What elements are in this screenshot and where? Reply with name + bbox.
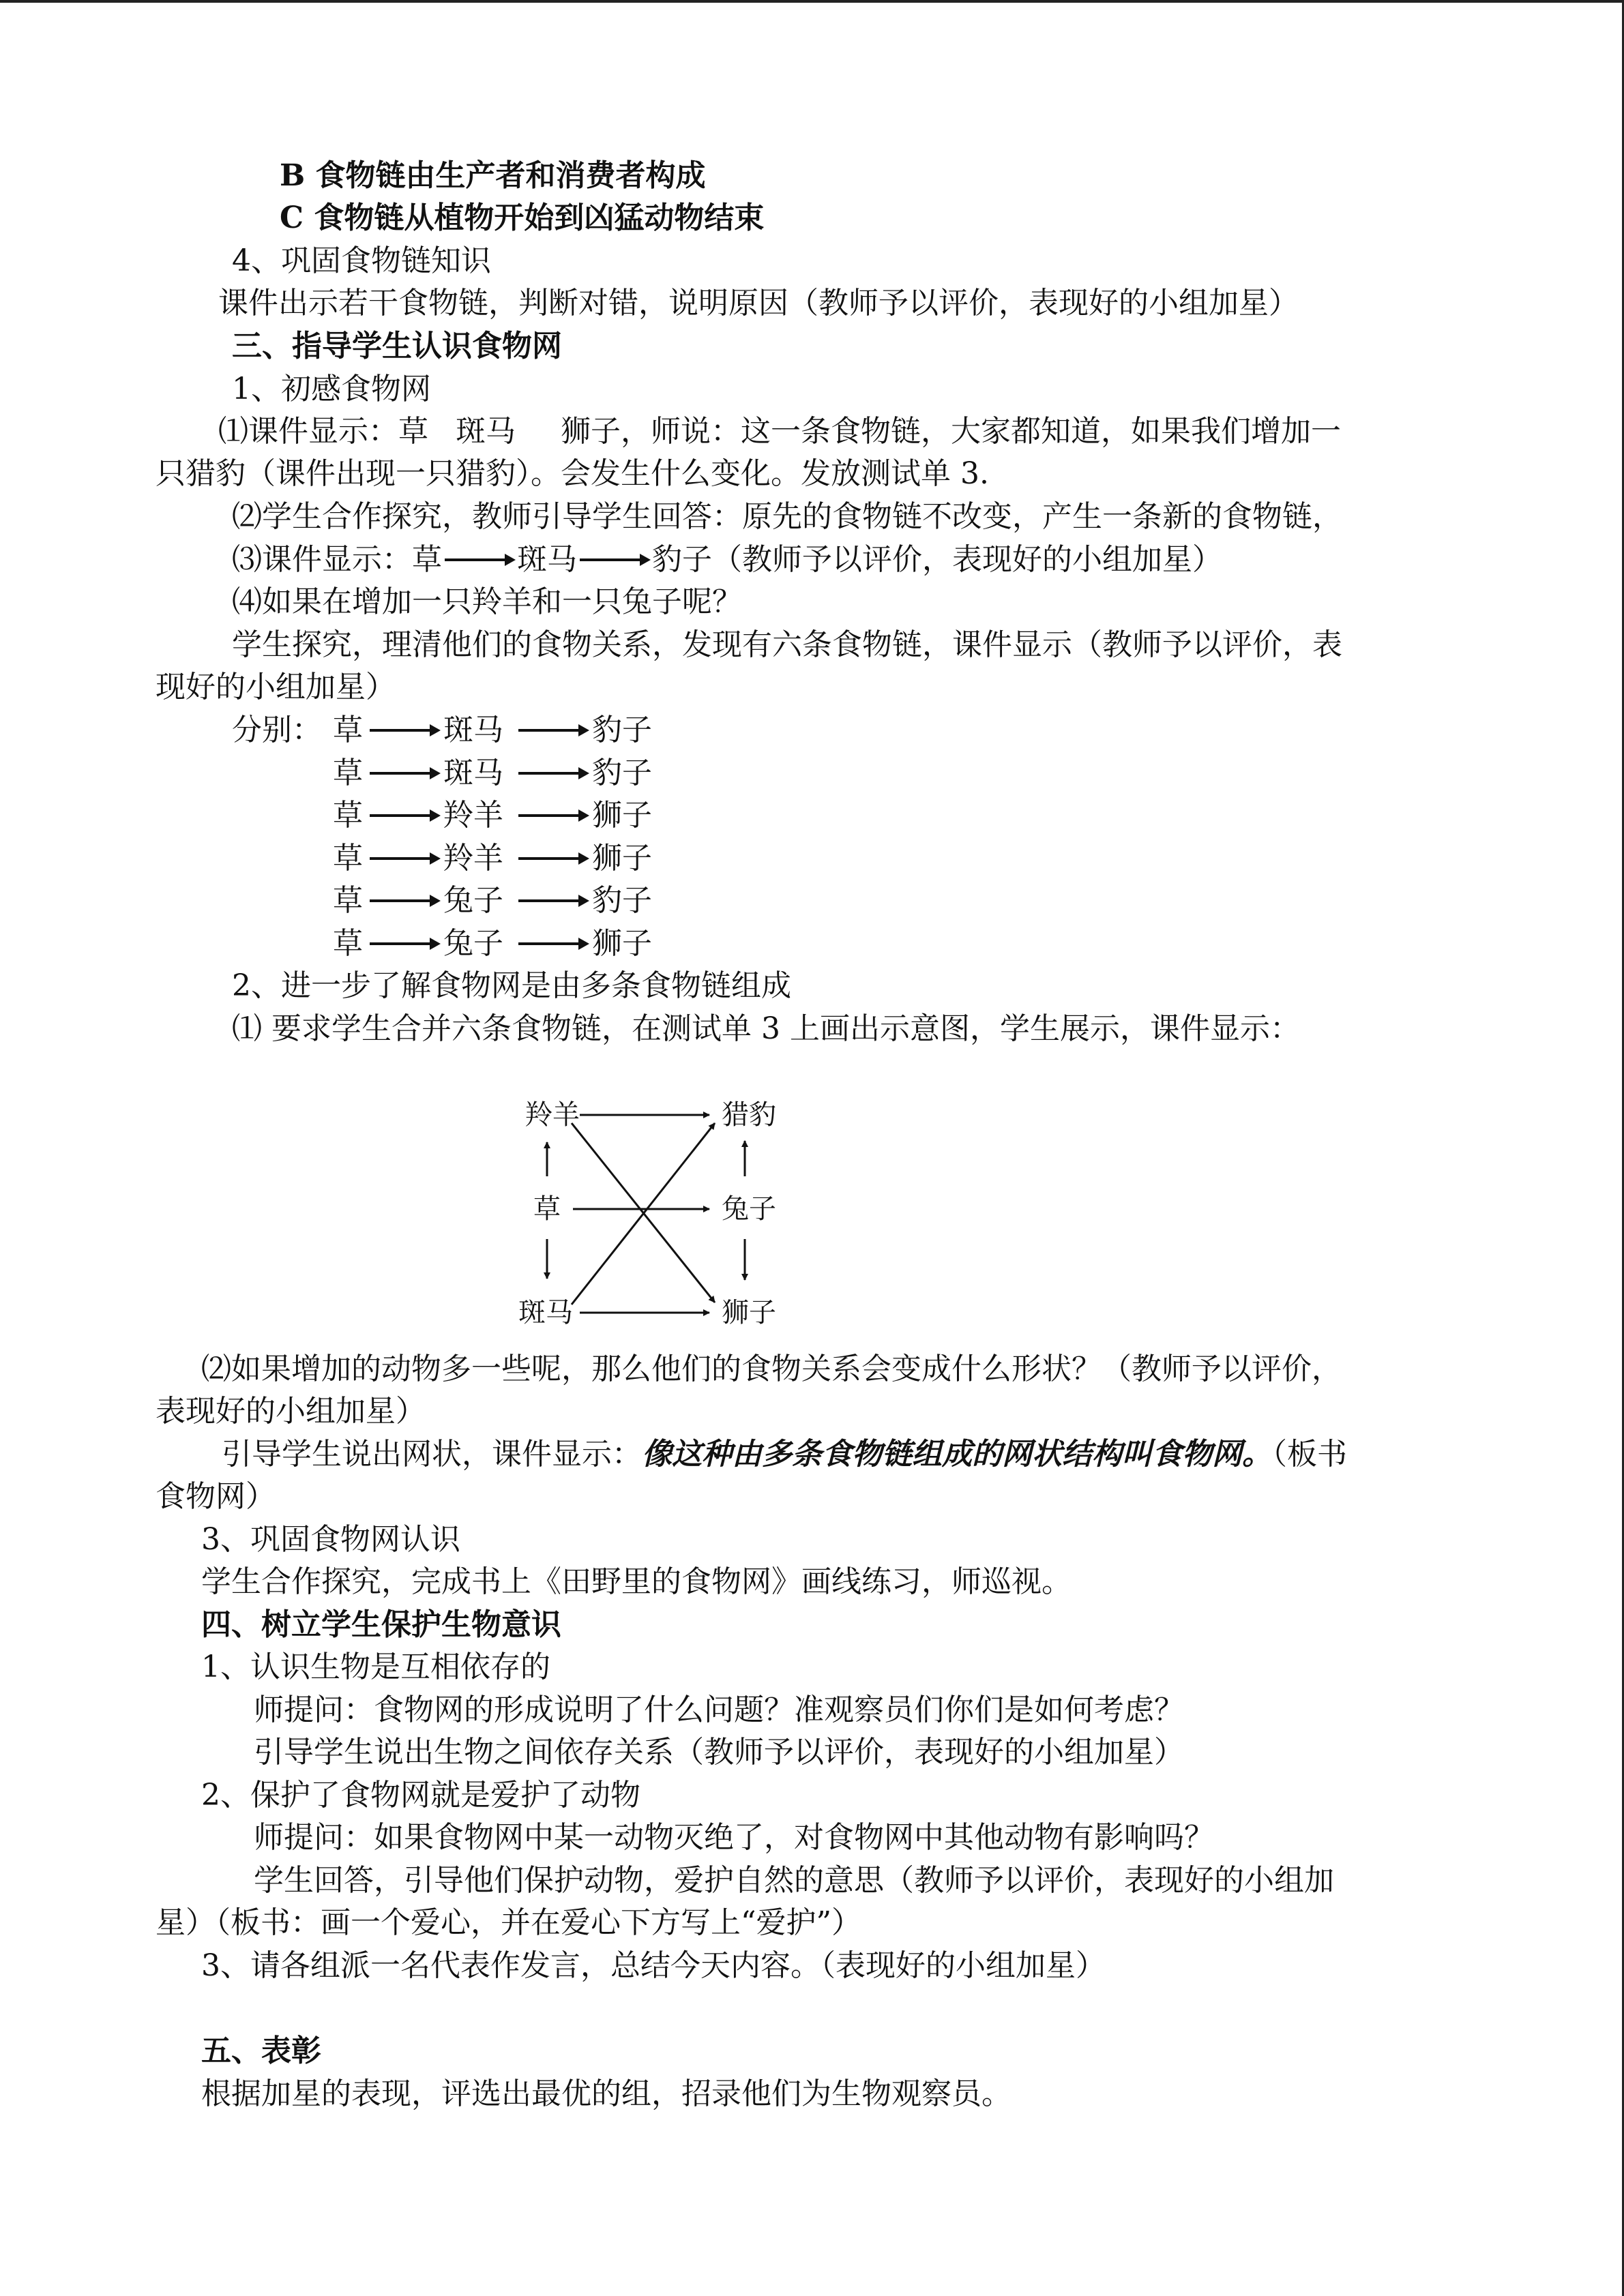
paragraph: 只猎豹（课件出现一只猎豹）。会发生什么变化。发放测试单 3. [156,456,989,491]
arrow-icon [517,839,592,878]
paragraph: 学生探究，理清他们的食物关系，发现有六条食物链，课件显示（教师予以评价，表 [232,627,1342,662]
paragraph-courseware-b [232,541,1222,579]
text-part: 引导学生说出网状，课件显示： [222,1437,642,1472]
text-part: （板书 [1272,1437,1347,1472]
arrow-icon [517,754,592,792]
paragraph: 现好的小组加星） [156,670,396,704]
paragraph: 引导学生说出生物之间依存关系（教师予以评价，表现好的小组加星） [254,1735,1184,1770]
paragraph: 学生合作探究，完成书上《田野里的食物网》画线练习，师巡视。 [201,1564,1072,1599]
chain-organism: 豹子 [592,713,652,747]
food-web-diagram [498,1081,825,1340]
node-antelope: 羚羊 [525,1099,580,1131]
chain-organism: 豹子 [592,755,652,790]
arrow-icon [517,711,592,749]
chain-organism: 羚羊 [443,798,503,833]
paragraph-courseware-a [218,413,1341,451]
arrow-icon [577,541,652,579]
chain-organism: 草 [333,925,363,961]
chain-organism: 狮子 [592,840,652,876]
food-chain-row [0,711,818,749]
chain-organism: 草 [333,755,363,790]
chain-organism: 草 [333,840,363,876]
chain-organism: 狮子 [592,925,652,961]
food-chain-row [0,882,818,920]
node-grass: 草 [533,1193,561,1225]
text-part: 斑马 [456,414,516,449]
paragraph: 根据加星的表现，评选出最优的组，招录他们为生物观察员。 [201,2076,1012,2111]
section-5-heading: 五、表彰 [201,2033,321,2068]
option-c: C 食物链从植物开始到凶猛动物结束 [280,200,765,235]
chain-organism: 斑马 [443,713,503,747]
food-web-definition: 像这种由多条食物链组成的网状结构叫食物网。 [642,1437,1272,1472]
chain-organism: 草 [333,798,363,833]
arrow-icon [368,796,443,835]
arrow-icon [368,711,443,749]
arrow-icon [442,541,517,579]
step-3-heading: 3、请各组派一名代表作发言，总结今天内容。（表现好的小组加星） [201,1948,1106,1983]
paragraph: 表现好的小组加星） [156,1394,426,1429]
arrow-icon [517,925,592,963]
step-1-heading: 1、初感食物网 [232,372,431,406]
step-2-heading: 2、进一步了解食物网是由多条食物链组成 [232,968,791,1003]
node-zebra: 斑马 [518,1297,573,1328]
paragraph: 师提问：食物网的形成说明了什么问题？准观察员们你们是如何考虑？ [254,1693,1184,1727]
food-chain-row [0,925,818,963]
paragraph: ⑷如果在增加一只羚羊和一只兔子呢？ [232,584,742,619]
step-1-heading: 1、认识生物是互相依存的 [201,1650,550,1684]
food-chain-row [0,796,818,835]
section-4-heading: 四、树立学生保护生物意识 [201,1607,561,1642]
text-part: 斑马 [517,542,577,577]
chain-organism: 兔子 [443,883,503,918]
chain-organism: 兔子 [443,925,503,961]
text-part: ⑶课件显示：草 [232,542,442,577]
step-3-heading: 3、巩固食物网认识 [201,1522,460,1557]
paragraph: 课件出示若干食物链，判断对错，说明原因（教师予以评价，表现好的小组加星） [218,286,1299,320]
chains-label: 分别： [232,713,322,747]
chain-organism: 羚羊 [443,840,503,876]
paragraph: ⑵如果增加的动物多一些呢，那么他们的食物关系会变成什么形状？（教师予以评价， [201,1352,1342,1386]
arrow-icon [517,882,592,920]
section-3-heading: 三、指导学生认识食物网 [232,329,562,363]
paragraph: 师提问：如果食物网中某一动物灭绝了，对食物网中其他动物有影响吗？ [254,1820,1214,1855]
food-chain-row [0,839,818,878]
food-chain-row [0,754,818,792]
chain-organism: 狮子 [592,798,652,833]
arrow-icon [368,754,443,792]
option-b: B 食物链由生产者和消费者构成 [280,158,706,193]
node-cheetah: 猎豹 [722,1099,776,1131]
text-part: 豹子（教师予以评价，表现好的小组加星） [652,542,1222,577]
top-border [0,0,1624,3]
text-part: ⑴课件显示：草 [218,414,428,449]
node-lion: 狮子 [722,1297,776,1328]
paragraph: 学生回答，引导他们保护动物，爱护自然的意思（教师予以评价，表现好的小组加 [254,1863,1334,1898]
paragraph: ⑵学生合作探究，教师引导学生回答：原先的食物链不改变，产生一条新的食物链， [232,499,1342,534]
arrow-icon [368,882,443,920]
paragraph: ⑴ 要求学生合并六条食物链，在测试单 3 上画出示意图，学生展示，课件显示： [232,1011,1300,1046]
text-part: 狮子，师说：这一条食物链，大家都知道，如果我们增加一 [561,414,1341,449]
chain-organism: 豹子 [592,883,652,918]
chain-organism: 草 [333,883,363,918]
step-2-heading: 2、保护了食物网就是爱护了动物 [201,1778,640,1813]
paragraph: 食物网） [156,1479,276,1514]
node-rabbit: 兔子 [722,1193,776,1225]
chain-organism: 斑马 [443,755,503,790]
arrow-icon [368,839,443,878]
chain-organism: 草 [333,713,363,747]
paragraph-definition [222,1435,1347,1474]
step-4-heading: 4、巩固食物链知识 [232,243,491,278]
paragraph: 星）（板书：画一个爱心，并在爱心下方写上“爱护”） [156,1905,861,1940]
arrow-icon [517,796,592,835]
arrow-icon [368,925,443,963]
